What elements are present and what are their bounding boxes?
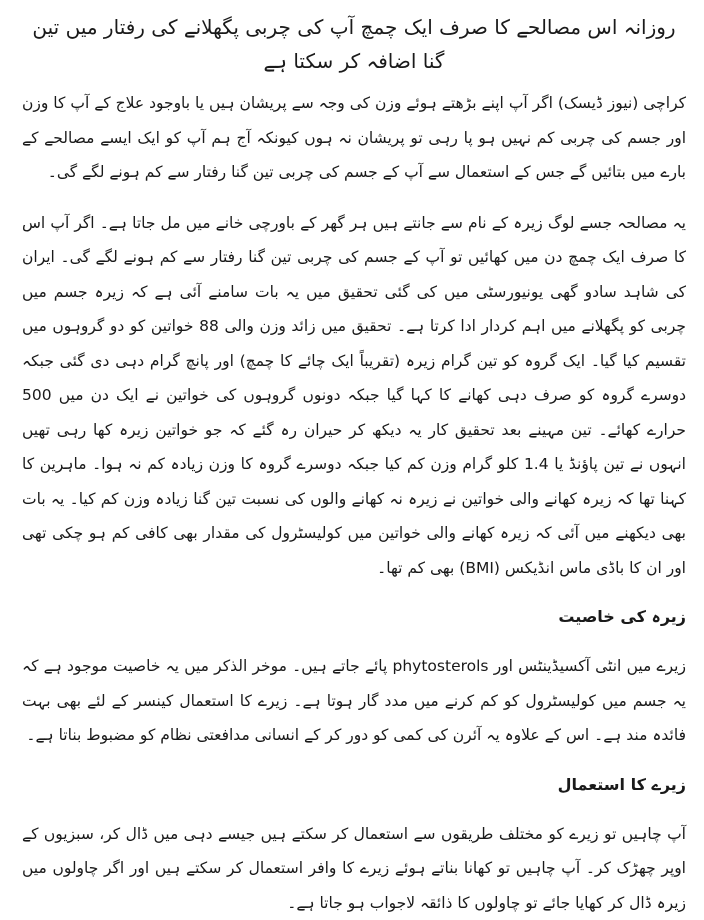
usage-paragraph: آپ چاہیں تو زیرے کو مختلف طریقوں سے استعمال کر سکتے ہیں جیسے دہی میں ڈال کر، سبزیوں کے اوپر چھڑک کر۔ آپ چاہیں تو کھانا بناتے ہوئے زیرے کا وافر استعمال کر سکتے ہیں اور اگر چاولوں میں زیرہ ڈال کر کھایا جائے تو چاولوں کا ذائقہ لاجواب ہو جاتا ہے۔ xyxy=(22,817,686,920)
article-headline: روزانہ اس مصالحے کا صرف ایک چمچ آپ کی چربی پگھلانے کی رفتار میں تین گنا اضافہ کر سکتا ہے xyxy=(22,10,686,78)
usage-heading: زیرے کا استعمال xyxy=(22,769,686,801)
research-paragraph: یہ مصالحہ جسے لوگ زیرہ کے نام سے جانتے ہیں ہر گھر کے باورچی خانے میں مل جاتا ہے۔ اگر آپ اس کا صرف ایک چمچ دن میں کھائیں تو آپ کے جسم کی چربی تین گنا رفتار سے کم ہونے لگے گی۔ ایران کی شاہد سادو گھی یونیورسٹی میں کی گئی تحقیق میں یہ بات سامنے آئی ہے کہ زیرہ جسم میں چربی کو پگھلانے میں اہم کردار ادا کرتا ہے۔ تحقیق میں زائد وزن والی 88 خواتین کو دو گروہوں میں تقسیم کیا گیا۔ ایک گروہ کو تین گرام زیرہ (تقریباً ایک چائے کا چمچ) اور پانچ گرام دہی دی گئی جبکہ دوسرے گروہ کو صرف دہی کھانے کا کہا گیا جبکہ دونوں گروہوں کی خواتین نے ایک دن میں 500 حرارے کھائے۔ تین مہینے بعد تحقیق کار یہ دیکھ کر حیران رہ گئے کہ جو خواتین زیرہ کھا رہی تھیں انہوں نے تین پاؤنڈ یا 1.4 کلو گرام وزن کم کیا جبکہ دوسرے گروہ کا وزن زیادہ کم نہ ہوا۔ ماہرین کا کہنا تھا کہ زیرہ کھانے والی خواتین نے زیرہ نہ کھانے والوں کی نسبت تین گنا زیادہ وزن کم کیا۔ یہ بات بھی دیکھنے میں آئی کہ زیرہ کھانے والی خواتین میں کولیسٹرول کی مقدار بھی کافی کم ہو چکی تھی اور ان کا باڈی ماس انڈیکس (BMI) بھی کم تھا۔ xyxy=(22,206,686,586)
properties-paragraph: زیرے میں انٹی آکسیڈینٹس اور phytosterols پائے جاتے ہیں۔ موخر الذکر میں یہ خاصیت موجود ہے کہ یہ جسم میں کولیسٹرول کو کم کرنے میں مدد گار ہوتا ہے۔ زیرے کا استعمال کینسر کے لئے بھی بہت فائدہ مند ہے۔ اس کے علاوہ یہ آئرن کی کمی کو دور کر کے انسانی مدافعتی نظام کو مضبوط بناتا ہے۔ xyxy=(22,649,686,753)
properties-heading: زیرہ کی خاصیت xyxy=(22,601,686,633)
intro-paragraph: کراچی (نیوز ڈیسک) اگر آپ اپنے بڑھتے ہوئے وزن کی وجہ سے پریشان ہیں یا باوجود علاج کے آپ کا وزن اور جسم کی چربی کم نہیں ہو پا رہی تو پریشان نہ ہوں کیونکہ آج ہم آپ کو ایک ایسے مصالحے کے بارے میں بتائیں گے جس کے استعمال سے آپ کے جسم کی چربی تین گنا رفتار سے کم ہونے لگے گی۔ xyxy=(22,86,686,190)
